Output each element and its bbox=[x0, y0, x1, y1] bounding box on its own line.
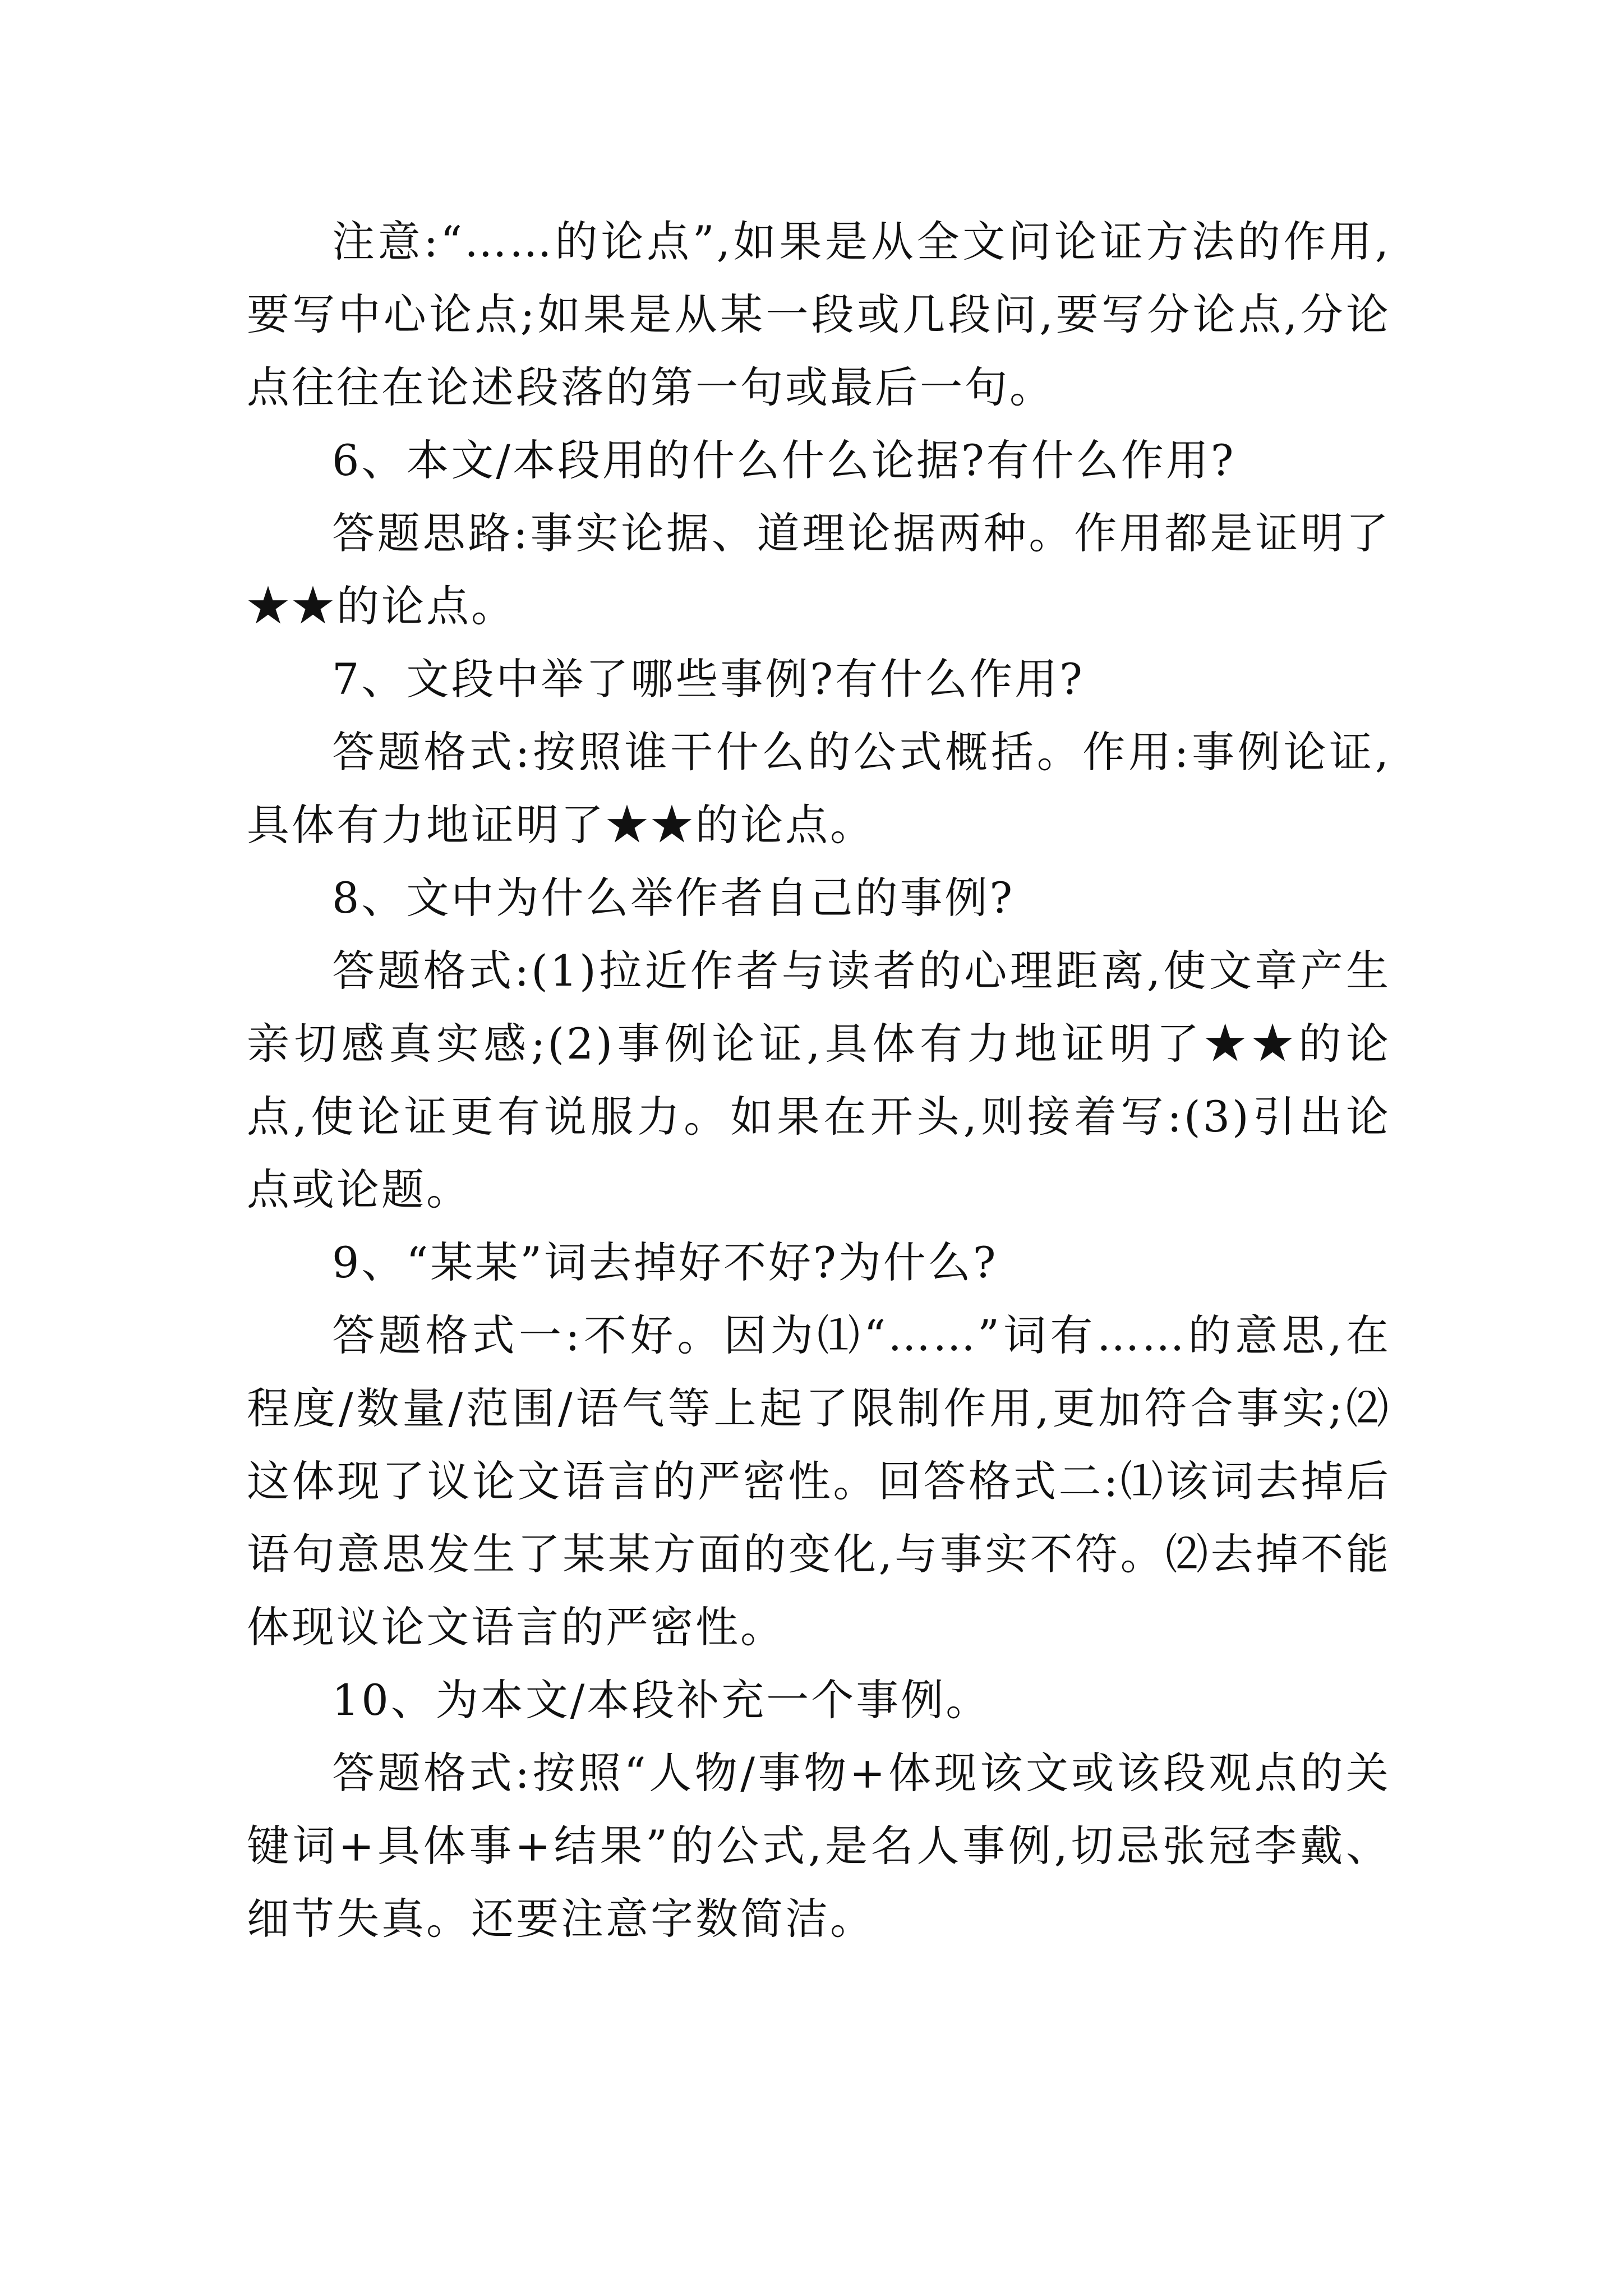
document-body bbox=[247, 205, 1391, 1955]
question-8: 8、文中为什么举作者自己的事例? bbox=[332, 873, 1015, 923]
answer-7: 答题格式:按照谁干什么的公式概括。作用:事例论证,具体有力地证明了★★的论点。 bbox=[247, 727, 1391, 850]
paragraph-note: 注意:“……的论点”,如果是从全文问论证方法的作用,要写中心论点;如果是从某一段或几段问,要写分论点,分论点往往在论述段落的第一句或最后一句。 bbox=[247, 217, 1391, 412]
answer-8: 答题格式:(1)拉近作者与读者的心理距离,使文章产生亲切感真实感;(2)事例论证,具体有力地证明了★★的论点,使论证更有说服力。如果在开头,则接着写:(3)引出论点或论题。 bbox=[247, 946, 1391, 1214]
question-9: 9、“某某”词去掉好不好?为什么? bbox=[332, 1237, 998, 1287]
answer-9: 答题格式一:不好。因为⑴“……”词有……的意思,在程度/数量/范围/语气等上起了限制作用,更加符合事实;⑵这体现了议论文语言的严密性。回答格式二:⑴该词去掉后语句意思发生了某某方面的变化,与事实不符。⑵去掉不能体现议论文语言的严密性。 bbox=[247, 1310, 1391, 1652]
answer-10: 答题格式:按照“人物/事物+体现该文或该段观点的关键词+具体事+结果”的公式,是名人事例,切忌张冠李戴、细节失真。还要注意字数简洁。 bbox=[247, 1748, 1391, 1944]
question-10: 10、为本文/本段补充一个事例。 bbox=[332, 1675, 991, 1725]
question-6: 6、本文/本段用的什么什么论据?有什么作用? bbox=[332, 435, 1236, 485]
question-7: 7、文段中举了哪些事例?有什么作用? bbox=[332, 654, 1085, 704]
answer-6: 答题思路:事实论据、道理论据两种。作用都是证明了★★的论点。 bbox=[247, 508, 1391, 631]
